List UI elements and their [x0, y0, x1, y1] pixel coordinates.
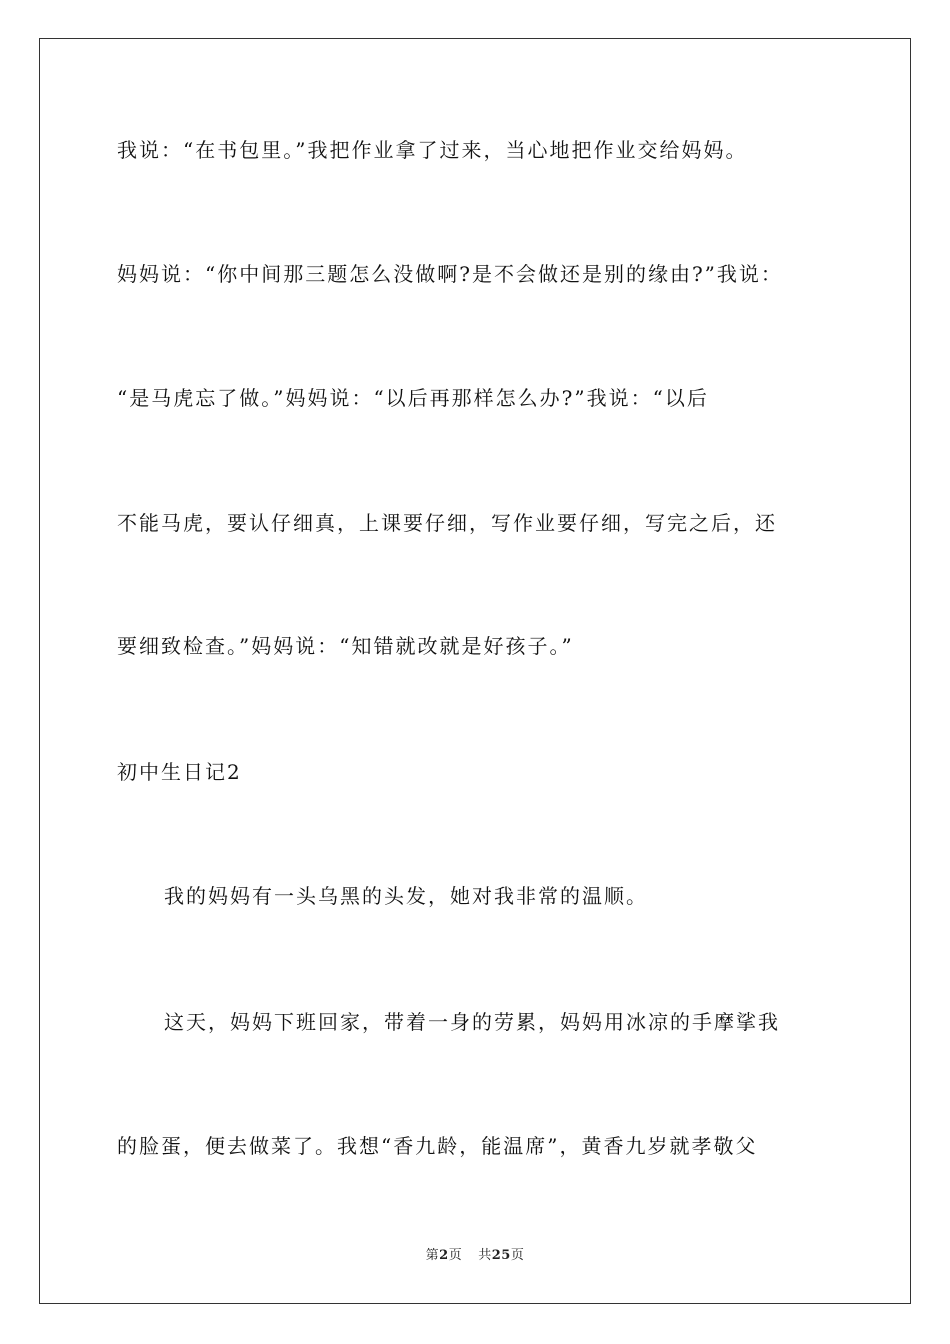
text-line-3: “是马虎忘了做。”妈妈说：“以后再那样怎么办?”我说：“以后	[117, 386, 709, 410]
total-suffix: 页	[510, 1248, 525, 1263]
section-heading: 初中生日记2	[117, 760, 242, 784]
text-line-4: 不能马虎，要认仔细真，上课要仔细，写作业要仔细，写完之后，还	[117, 511, 777, 535]
page-total: 25	[491, 1248, 511, 1263]
page-frame	[39, 38, 911, 1304]
total-prefix: 共	[478, 1248, 492, 1263]
page-suffix: 页	[448, 1248, 463, 1263]
page-footer	[0, 1248, 950, 1264]
page-prefix: 第	[425, 1248, 440, 1263]
text-line-5: 要细致检查。”妈妈说：“知错就改就是好孩子。”	[117, 634, 574, 658]
paragraph-line-3: 的脸蛋，便去做菜了。我想“香九龄，能温席”，黄香九岁就孝敬父	[117, 1134, 758, 1158]
text-line-1: 我说：“在书包里。”我把作业拿了过来，当心地把作业交给妈妈。	[117, 138, 748, 162]
page-number: 2	[439, 1248, 449, 1263]
paragraph-line-1: 我的妈妈有一头乌黑的头发，她对我非常的温顺。	[164, 884, 648, 908]
text-line-2: 妈妈说：“你中间那三题怎么没做啊?是不会做还是别的缘由?”我说：	[117, 262, 783, 286]
paragraph-line-2: 这天，妈妈下班回家，带着一身的劳累，妈妈用冰凉的手摩挲我	[164, 1010, 780, 1034]
